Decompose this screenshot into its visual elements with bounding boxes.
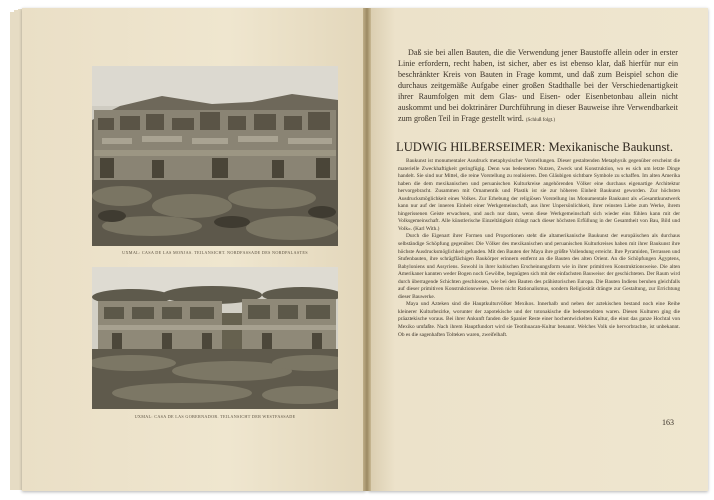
photo-top-caption: UXMAL: CASA DE LAS MONJAS. TEILANSICHT. NORDFASSADE DES NORDPALASTES — [122, 250, 308, 255]
photo-bottom — [92, 267, 338, 409]
article-paragraph: Baukunst ist monumentaler Ausdruck metaphysischer Vorstellungen. Dieser gestaltenden Metaphysik gegenüber erscheint die materielle Zweckhaftigkeit geringfügig. Denn was bedeuteten Nutzen, Zweck und Konstruktion, wo es sich um letzte Dinge handelt. Sie sind nur Mittel, die reine Vorstellung zu realisieren. Den Gläubigen sichtbare Symbole zu schaffen. Im alten Amerika haben die dem mexikanischen und peruanischen Kulturkreise angehörenden Völker eine durchaus eigenartige Architektur hervorgebracht. Zusammen mit Ornamentik und Plastik ist sie zur höheren Einheit Baukunst geworden. Zur höchsten Ausdrucksmöglichkeit eines Volkes. Zur Erhebung der religiösen Vorstellung ins Monumentale Baukunst als »Gesamtkunstwerk kann nur auf der inneren Einheit einer Werkgemeinschaft, aus ihrer Unpersönlichkeit, ihrer reinsten Liebe zum Werke, ihrem hingerissenen Geiste erwachsen, und auch nur dann, wenn diese Werkgemeinschaft sich wieder eins fühlen kann mit der Volksgemeinschaft. Alle künstlerische Einzeltätigkeit drängt nach dieser höchsten Erfüllung in der Gesamtheit von Bau, Bild und Volk«. (Karl With.) — [398, 158, 680, 232]
photo-ruins-nunnery-icon — [92, 66, 338, 246]
article-paragraph: Durch die Eigenart ihrer Formen und Proportionen steht die altamerikanische Baukunst der europäischen als durchaus selbständige Schöpfung gegenüber. Die Völker des mexikanischen und peruanischen Kulturkreises haben mit ihrer Baukunst ihre höchste Ausdrucksmöglichkeit gefunden. Mit den Bauten der Maya ihre größte Vollendung erreicht. Ihre Pyramiden, Terrassen und Stufenbauten, ihre schrägflächigen Baukörper erinnern entfernt an die Bauten des alten Orient. An die Schöpfungen Ägyptens, Babyloniens und Assyriens. Sowohl in ihrer kubischen Erscheinungsform wie in ihrer primitiven Konstruktionsweise. Die alten Amerikaner kannten weder Bogen noch Gewölbe, begnügten sich mit der einfachsten Bauweise: der geschichteten. Der Raum wird durch überragende Schichten geschlossen, wie bei den Bauten des prähistorischen Europa. Die Bauten Indiens beruhen gleichfalls auf dieser primitiven Konstruktionsweise. Deren nicht Rationalismus, sondern Religiosität drängte zur Gestaltung, zur Errichtung dieser Bauwerke. — [398, 233, 680, 300]
intro-paragraph — [398, 47, 678, 126]
article-paragraph: Maya und Azteken sind die Hauptkulturvölker Mexikos. Innerhalb und neben der aztekischen bestand noch eine Reihe kleinerer Kulturbezirke, worunter der zapotekische und der totonakische die bedeutendsten waren. Diesen Kulturen ging die präaztekische voraus. Bei ihrer Ankunft fanden die Spanier Reste einer hochentwickelten Kultur, die einst das ganze Hochtal von Mexiko umfaßte. Nach ihrem Hauptfundort wird sie Teotihuacan-Kultur benannt. Welches Volk sie hervorbrachte, ist unbekannt. Ob es die sagenhaften Tolteken waren, zweifelhaft. — [398, 301, 680, 338]
intro-note: (Schluß folgt.) — [525, 118, 556, 123]
photo-top — [92, 66, 338, 246]
book-gutter — [363, 8, 371, 491]
article-heading: LUDWIG HILBERSEIMER: Mexikanische Baukunst. — [396, 140, 674, 154]
intro-paragraph-text: Daß sie bei allen Bauten, die die Verwendung jener Baustoffe allein oder in erster Linie erfordern, recht haben, ist sicher, aber es ist ebenso klar, daß hierfür nur ein beschränkter Kreis von Bauten in Frage kommt, und daß zum Beispiel schon die durchaus zeitgemäße Aufgabe einer großen Stadthalle bei der Verschiedenartigkeit ihrer Raumfolgen mit dem Glas- und Eisen- oder Eisenbetonbau allein nicht auskommt und bei doktrinärer Durchführung in dieser Bauweise ihre Verwendbarkeit zum großen Teil in Frage gestellt wird. — [398, 48, 678, 123]
photo-ruins-governor-icon — [92, 267, 338, 409]
photo-bottom-caption: UXMAL: CASA DE LAS GOBERNADOR. TEILANSICHT DER WESTFASSADE — [134, 414, 296, 419]
page-number: 163 — [662, 418, 674, 427]
article-body — [398, 158, 680, 339]
